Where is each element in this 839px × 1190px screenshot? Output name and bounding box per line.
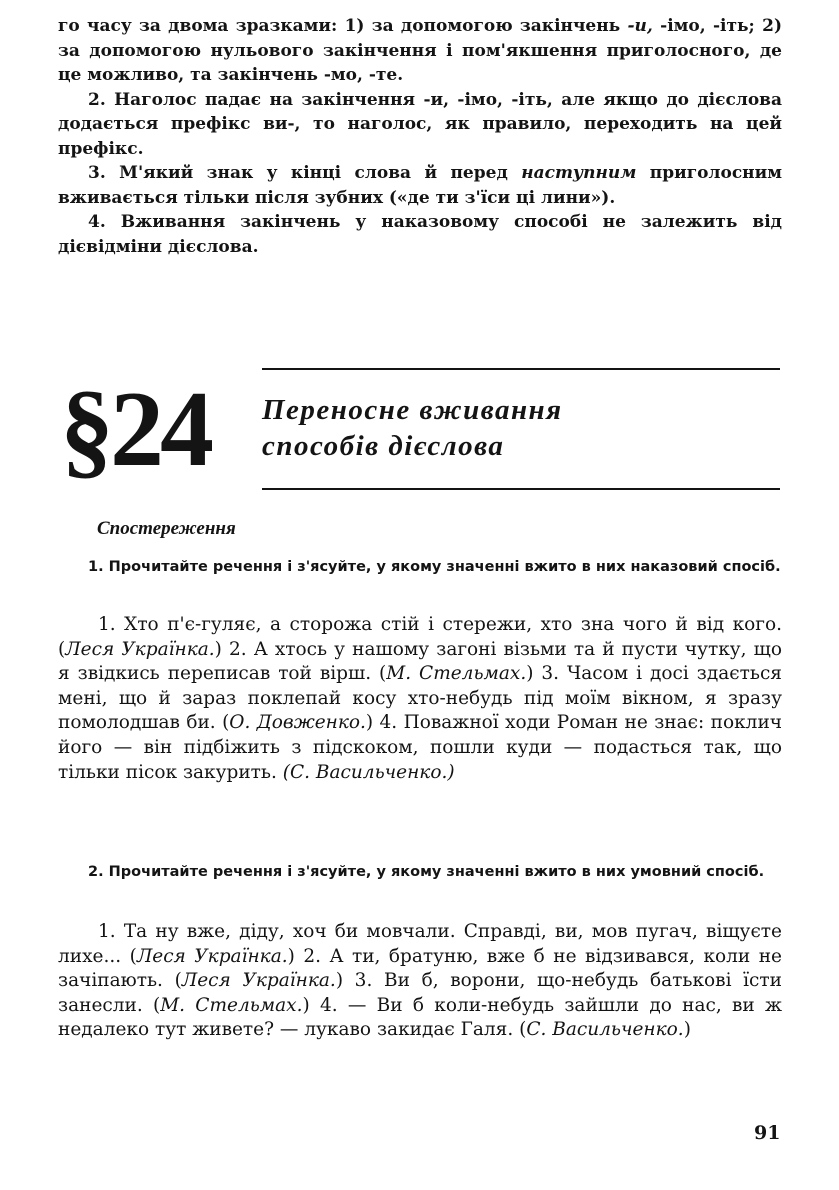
task-2-instruction: 2. Прочитайте речення і з'ясуйте, у якому значенні вжито в них умовний спосіб. bbox=[88, 864, 765, 880]
rule-paragraph-1: го часу за двома зразками: 1) за допомогою закінчень -и, -імо, -іть; 2) за допомогою нульового закінчення і пом'якшення приголосного, де це можливо, та закінчень -мо, -те. bbox=[58, 16, 782, 85]
source-citation: М. Стельмах. bbox=[386, 663, 527, 685]
rule-paragraph-4: 4. Вживання закінчень у наказовому способі не залежить від дієвідміни дієслова. bbox=[58, 212, 782, 257]
exercise-2-text: 1. Та ну вже, діду, хоч би мовчали. Справді, ви, мов пугач, віщуєте лихе... (Леся Українка.) 2. А ти, братуню, вже б не відзивався, коли не зачіпають. (Леся Українка.) 3. Ви б, ворони, що-небудь батькові їсти занесли. (М. Стельмах.) 4. — Ви б коли-небудь зайшли до нас, ви ж недалеко тут живете? — лукаво закидає Галя. (С. Васильченко.) bbox=[58, 921, 783, 1041]
source-citation: С. Васильченко. bbox=[526, 1019, 684, 1041]
section-title bbox=[262, 392, 782, 464]
section-rule-top bbox=[262, 368, 780, 370]
source-citation: Леся Українка. bbox=[136, 945, 288, 967]
rule-paragraph-3: 3. М'який знак у кінці слова й перед наступним приголосним вживається тільки після зубних («де ти з'їси ці лини»). bbox=[58, 163, 782, 208]
rules-continuation bbox=[58, 14, 782, 259]
source-citation: О. Довженко. bbox=[229, 712, 366, 734]
source-citation: (С. Васильченко.) bbox=[282, 761, 455, 783]
source-citation: М. Стельмах. bbox=[160, 994, 303, 1016]
page-number: 91 bbox=[754, 1122, 781, 1144]
observations-heading: Спостереження bbox=[97, 518, 236, 539]
source-citation: Леся Українка. bbox=[181, 970, 336, 992]
section-title-line-1: Переносне вживання bbox=[262, 394, 563, 426]
rule-paragraph-2: 2. Наголос падає на закінчення -и, -імо, -іть, але якщо до дієслова додається префікс ви-, то наголос, як правило, переходить на цей префікс. bbox=[58, 89, 782, 159]
section-number: §24 bbox=[60, 370, 210, 489]
source-citation: Леся Українка. bbox=[65, 638, 215, 660]
section-rule-bottom bbox=[262, 488, 780, 490]
task-1-instruction: 1. Прочитайте речення і з'ясуйте, у якому значенні вжито в них наказовий спосіб. bbox=[88, 559, 781, 575]
exercise-1-text: 1. Хто п'є-гуляє, а сторожа стій і стережи, хто зна чого й від кого. (Леся Українка.) 2. А хтось у нашому загоні візьми та й пусти чутку, що я звідкись переписав той вірш. (М. Стельмах.) 3. Часом і досі здається мені, що й зараз поклепай косу хто-небудь під моїм вікном, я зразу помолодшав би. (О. Довженко.) 4. Поважної ходи Роман не знає: поклич його — він підбіжить з підскоком, пошли куди — подасться так, що тільки пісок закурить. (С. Васильченко.) bbox=[58, 614, 783, 783]
section-title-line-2: способів дієслова bbox=[262, 430, 505, 462]
